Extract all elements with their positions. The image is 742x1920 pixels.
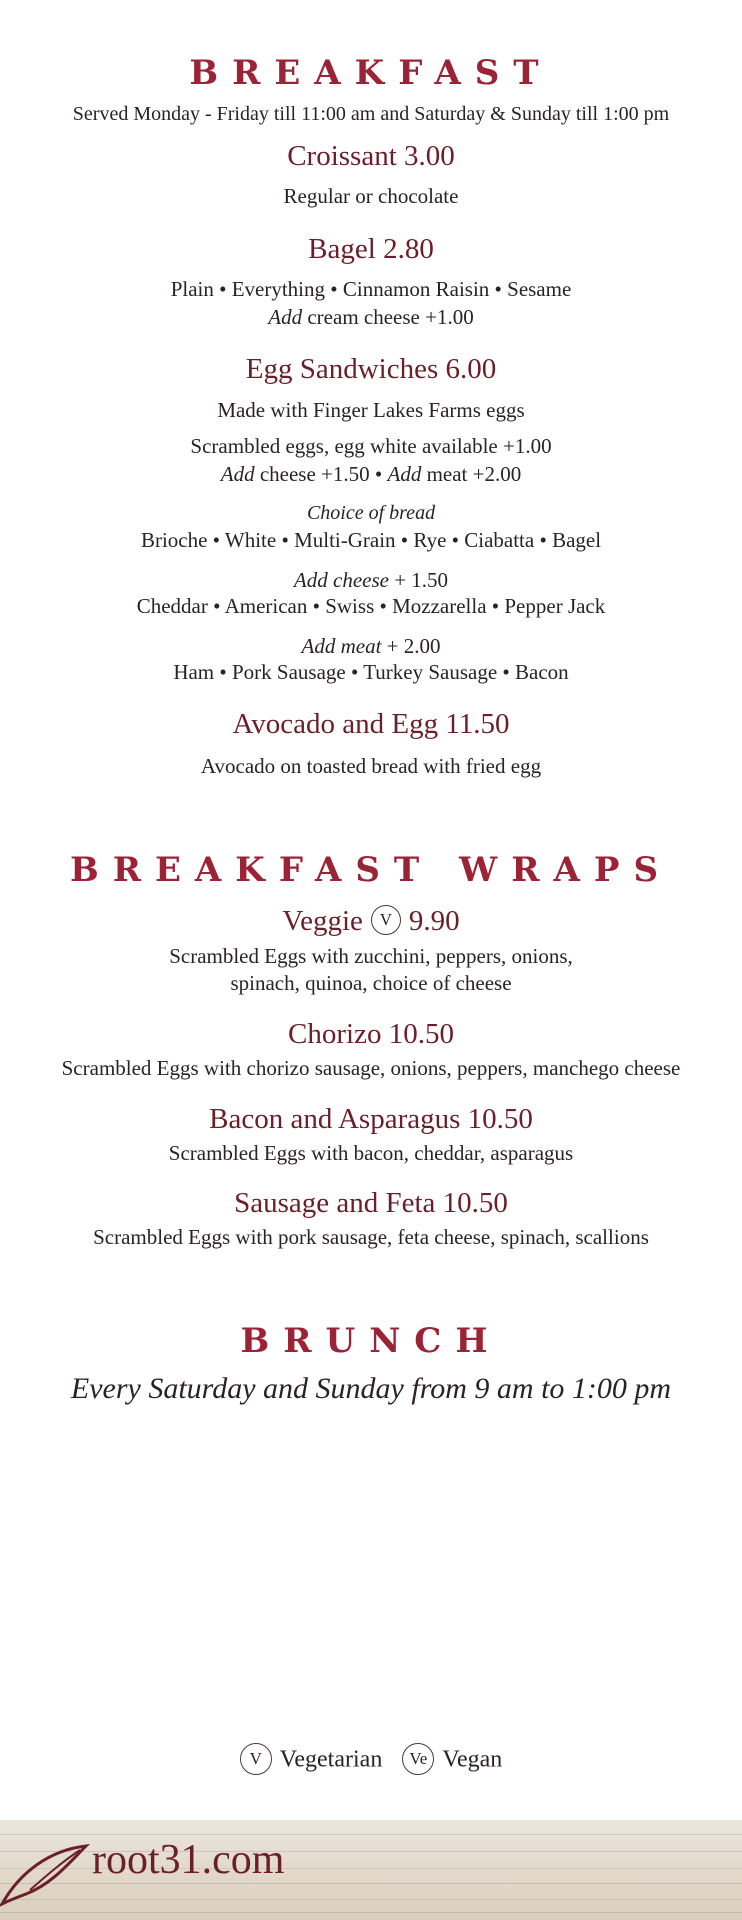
- bagel-addon-text: cream cheese +1.00: [302, 305, 474, 329]
- avocado-desc: Avocado on toasted bread with fried egg: [200, 754, 542, 778]
- vegan-legend-icon: Ve: [402, 1743, 434, 1775]
- egg-sandwiches-name: Egg Sandwiches 6.00: [245, 353, 497, 385]
- meat-price: + 2.00: [381, 634, 441, 658]
- bagel-options: Plain • Everything • Cinnamon Raisin • Sesame: [170, 277, 572, 301]
- sausage-feta-name: Sausage and Feta 10.50: [234, 1187, 508, 1219]
- vegetarian-legend-label: Vegetarian: [279, 1746, 383, 1773]
- egg-sandwiches-scrambled: Scrambled eggs, egg white available +1.00: [190, 434, 552, 458]
- chorizo-name: Chorizo 10.50: [288, 1018, 454, 1050]
- add-cheese-text: cheese +1.50 •: [254, 462, 388, 486]
- add-meat-word: Add: [387, 462, 422, 486]
- add-word: Add: [268, 305, 303, 329]
- vegetarian-legend-icon: V: [240, 1743, 272, 1775]
- egg-sandwiches-farm: Made with Finger Lakes Farms eggs: [217, 398, 525, 422]
- bread-options: Brioche • White • Multi-Grain • Rye • Ciabatta • Bagel: [140, 528, 602, 552]
- bread-label: Choice of bread: [306, 502, 436, 524]
- cheese-options: Cheddar • American • Swiss • Mozzarella • Pepper Jack: [136, 594, 606, 618]
- dietary-legend: [0, 1745, 742, 1777]
- leaf-logo-icon: [0, 1832, 90, 1912]
- breakfast-hours: Served Monday - Friday till 11:00 am and Saturday & Sunday till 1:00 pm: [72, 103, 670, 125]
- footer-banner: [0, 1820, 742, 1920]
- vegetarian-badge-icon: V: [371, 905, 401, 935]
- cheese-price: + 1.50: [388, 568, 449, 592]
- bacon-asparagus-desc: Scrambled Eggs with bacon, cheddar, asparagus: [168, 1141, 574, 1165]
- brunch-schedule: Every Saturday and Sunday from 9 am to 1:00 pm: [70, 1372, 672, 1405]
- bacon-asparagus-name: Bacon and Asparagus 10.50: [209, 1103, 533, 1135]
- egg-sandwiches-addons: [0, 460, 742, 488]
- cheese-label: [0, 566, 742, 594]
- add-cheese-word: Add: [220, 462, 255, 486]
- chorizo-desc: Scrambled Eggs with chorizo sausage, onions, peppers, manchego cheese: [61, 1056, 681, 1080]
- avocado-name: Avocado and Egg 11.50: [232, 708, 510, 740]
- bagel-name: Bagel 2.80: [308, 233, 434, 265]
- veggie-desc-1: Scrambled Eggs with zucchini, peppers, onions,: [169, 944, 573, 968]
- croissant-name: Croissant 3.00: [287, 140, 455, 172]
- breakfast-title: BREAKFAST: [189, 53, 553, 93]
- croissant-desc: Regular or chocolate: [283, 184, 459, 208]
- vegan-legend-label: Vegan: [442, 1746, 503, 1773]
- website-link[interactable]: root31.com: [92, 1837, 285, 1883]
- meat-label: [0, 632, 742, 660]
- meat-options: Ham • Pork Sausage • Turkey Sausage • Bacon: [173, 660, 569, 684]
- veggie-line: [0, 905, 742, 938]
- wraps-title: BREAKFAST WRAPS: [70, 850, 672, 890]
- add-meat-text: meat +2.00: [421, 462, 522, 486]
- bagel-addon: [0, 303, 742, 331]
- meat-label-text: Add meat: [301, 634, 382, 658]
- brunch-title: BRUNCH: [240, 1321, 502, 1361]
- veggie-price: 9.90: [408, 905, 460, 937]
- veggie-desc-2: spinach, quinoa, choice of cheese: [230, 971, 512, 995]
- cheese-label-text: Add cheese: [293, 568, 389, 592]
- sausage-feta-desc: Scrambled Eggs with pork sausage, feta cheese, spinach, scallions: [93, 1225, 649, 1249]
- veggie-name: Veggie: [282, 905, 363, 937]
